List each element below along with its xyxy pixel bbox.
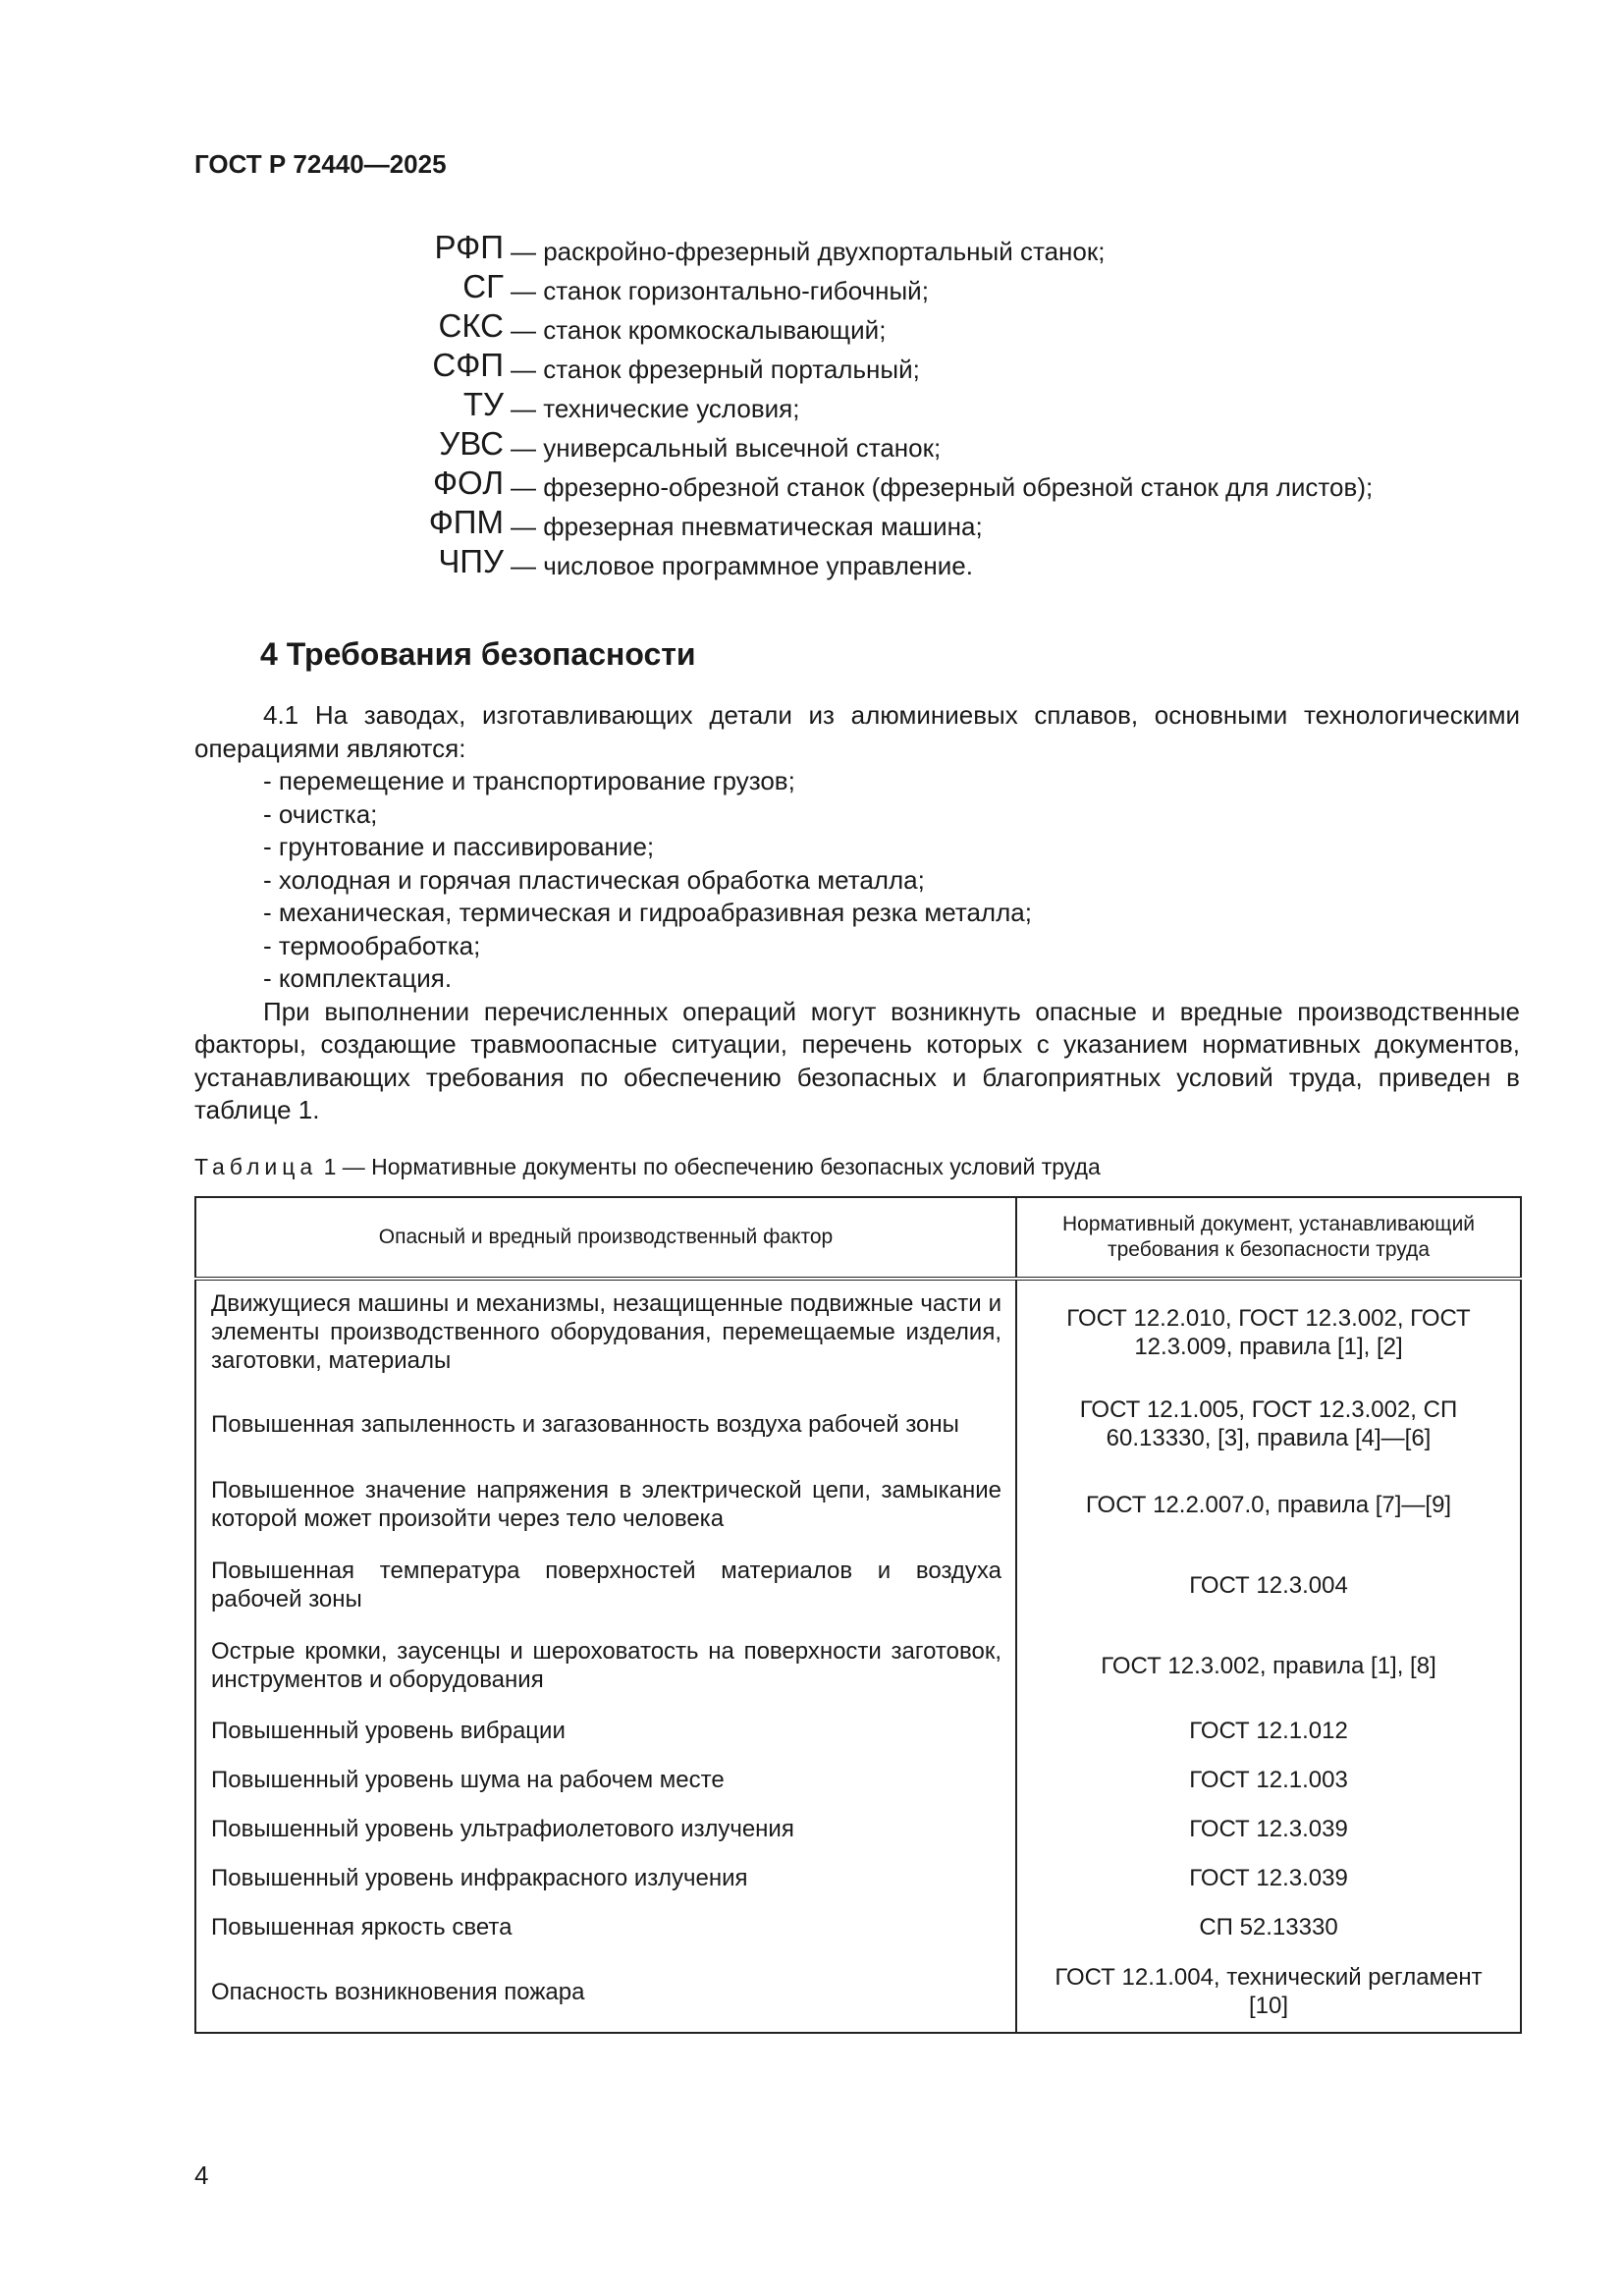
- document-cell: СП 52.13330: [1016, 1902, 1521, 1951]
- abbreviation-code: СГ: [462, 268, 504, 304]
- abbreviation-item: [194, 229, 1520, 271]
- list-item: - перемещение и транспортирование грузов;: [263, 766, 795, 795]
- abbreviation-item: [194, 425, 1520, 467]
- paragraph-factors: При выполнении перечисленных операций могут возникнуть опасные и вредные производственные факторы, создающие травмоопасные ситуации, перечень которых с указанием нормативных документов, устанавливающих требования по обеспечению безопасных и благоприятных условий труда, приведен в таблице 1.: [194, 996, 1520, 1124]
- abbreviation-code: СФП: [432, 347, 504, 383]
- factor-cell: Повышенный уровень ультрафиолетового излучения: [195, 1804, 1016, 1853]
- operations-list: [194, 765, 1520, 996]
- section-body: [194, 699, 1520, 1127]
- document-cell: ГОСТ 12.3.002, правила [1], [8]: [1016, 1625, 1521, 1706]
- factor-cell: Повышенный уровень шума на рабочем месте: [195, 1755, 1016, 1804]
- abbreviation-code: ЧПУ: [438, 543, 504, 579]
- document-cell: ГОСТ 12.1.003: [1016, 1755, 1521, 1804]
- abbreviation-description: — универсальный высечной станок;: [511, 433, 942, 463]
- table-row: [195, 1853, 1521, 1902]
- table-row: [195, 1755, 1521, 1804]
- abbreviation-item: [194, 504, 1520, 546]
- abbreviation-item: [194, 347, 1520, 389]
- list-item: - холодная и горячая пластическая обработка металла;: [263, 864, 925, 895]
- table-row: [195, 1545, 1521, 1625]
- table-header-row: [195, 1197, 1521, 1279]
- abbreviation-list: [194, 229, 1520, 585]
- column-header-document: Нормативный документ, устанавливающий требования к безопасности труда: [1016, 1197, 1521, 1279]
- factor-cell: Опасность возникновения пожара: [195, 1951, 1016, 2033]
- abbreviation-item: [194, 307, 1520, 350]
- column-header-factor: Опасный и вредный производственный фактор: [195, 1197, 1016, 1279]
- abbreviation-description: — станок кромкоскалывающий;: [511, 315, 887, 345]
- document-cell: ГОСТ 12.1.012: [1016, 1706, 1521, 1755]
- factor-cell: Движущиеся машины и механизмы, незащищенные подвижные части и элементы производственного оборудования, перемещаемые изделия, заготовки, материалы: [195, 1279, 1016, 1384]
- abbreviation-description: — станок горизонтально-гибочный;: [511, 276, 929, 305]
- abbreviation-item: [194, 386, 1520, 428]
- document-cell: ГОСТ 12.1.005, ГОСТ 12.3.002, СП 60.13330, [3], правила [4]—[6]: [1016, 1384, 1521, 1464]
- normative-documents-table: [194, 1196, 1522, 2034]
- abbreviation-code: ФПМ: [428, 504, 504, 540]
- factor-cell: Повышенный уровень вибрации: [195, 1706, 1016, 1755]
- table-caption-text: 1 — Нормативные документы по обеспечению безопасных условий труда: [317, 1154, 1101, 1179]
- section-title: 4 Требования безопасности: [260, 636, 696, 672]
- table-row: [195, 1804, 1521, 1853]
- table-row: [195, 1625, 1521, 1706]
- document-cell: ГОСТ 12.1.004, технический регламент [10]: [1016, 1951, 1521, 2033]
- table-row: [195, 1384, 1521, 1464]
- document-cell: ГОСТ 12.3.004: [1016, 1545, 1521, 1625]
- document-header: ГОСТ Р 72440—2025: [194, 149, 447, 179]
- table-row: [195, 1464, 1521, 1545]
- factor-cell: Острые кромки, заусенцы и шероховатость на поверхности заготовок, инструментов и оборудования: [195, 1625, 1016, 1706]
- abbreviation-item: [194, 268, 1520, 310]
- list-item: - механическая, термическая и гидроабразивная резка металла;: [263, 898, 1032, 927]
- abbreviation-description: — технические условия;: [511, 394, 800, 423]
- abbreviation-code: УВС: [439, 425, 504, 462]
- abbreviation-description: — раскройно-фрезерный двухпортальный станок;: [511, 237, 1106, 266]
- table-row: [195, 1902, 1521, 1951]
- table-row: [195, 1706, 1521, 1755]
- document-cell: ГОСТ 12.2.010, ГОСТ 12.3.002, ГОСТ 12.3.009, правила [1], [2]: [1016, 1279, 1521, 1384]
- document-cell: ГОСТ 12.2.007.0, правила [7]—[9]: [1016, 1464, 1521, 1545]
- document-cell: ГОСТ 12.3.039: [1016, 1853, 1521, 1902]
- factor-cell: Повышенное значение напряжения в электрической цепи, замыкание которой может произойти через тело человека: [195, 1464, 1016, 1545]
- abbreviation-description: — числовое программное управление.: [511, 551, 973, 580]
- list-item: - грунтование и пассивирование;: [263, 832, 655, 861]
- abbreviation-item: [194, 467, 1520, 507]
- abbreviation-code: ТУ: [462, 386, 504, 422]
- table-row: [195, 1279, 1521, 1384]
- list-item: - очистка;: [263, 798, 378, 829]
- abbreviation-description: — фрезерно-обрезной станок (фрезерный обрезной станок для листов);: [511, 472, 1374, 502]
- abbreviation-item: [194, 543, 1520, 585]
- factor-cell: Повышенная температура поверхностей материалов и воздуха рабочей зоны: [195, 1545, 1016, 1625]
- factor-cell: Повышенная яркость света: [195, 1902, 1016, 1951]
- document-cell: ГОСТ 12.3.039: [1016, 1804, 1521, 1853]
- page-number: 4: [194, 2160, 209, 2190]
- factor-cell: Повышенный уровень инфракрасного излучения: [195, 1853, 1016, 1902]
- paragraph-intro: 4.1 На заводах, изготавливающих детали из алюминиевых сплавов, основными технологическими операциями являются:: [194, 700, 1520, 763]
- table-row: [195, 1951, 1521, 2033]
- list-item: - термообработка;: [263, 930, 481, 960]
- abbreviation-description: — фрезерная пневматическая машина;: [511, 512, 983, 541]
- abbreviation-code: РФП: [434, 229, 504, 265]
- factor-cell: Повышенная запыленность и загазованность воздуха рабочей зоны: [195, 1384, 1016, 1464]
- table-caption-label: Таблица: [194, 1154, 318, 1179]
- table-caption: [194, 1154, 1101, 1180]
- list-item: - комплектация.: [263, 963, 453, 993]
- abbreviation-code: СКС: [438, 307, 504, 344]
- abbreviation-code: ФОЛ: [432, 465, 504, 501]
- abbreviation-description: — станок фрезерный портальный;: [511, 355, 920, 384]
